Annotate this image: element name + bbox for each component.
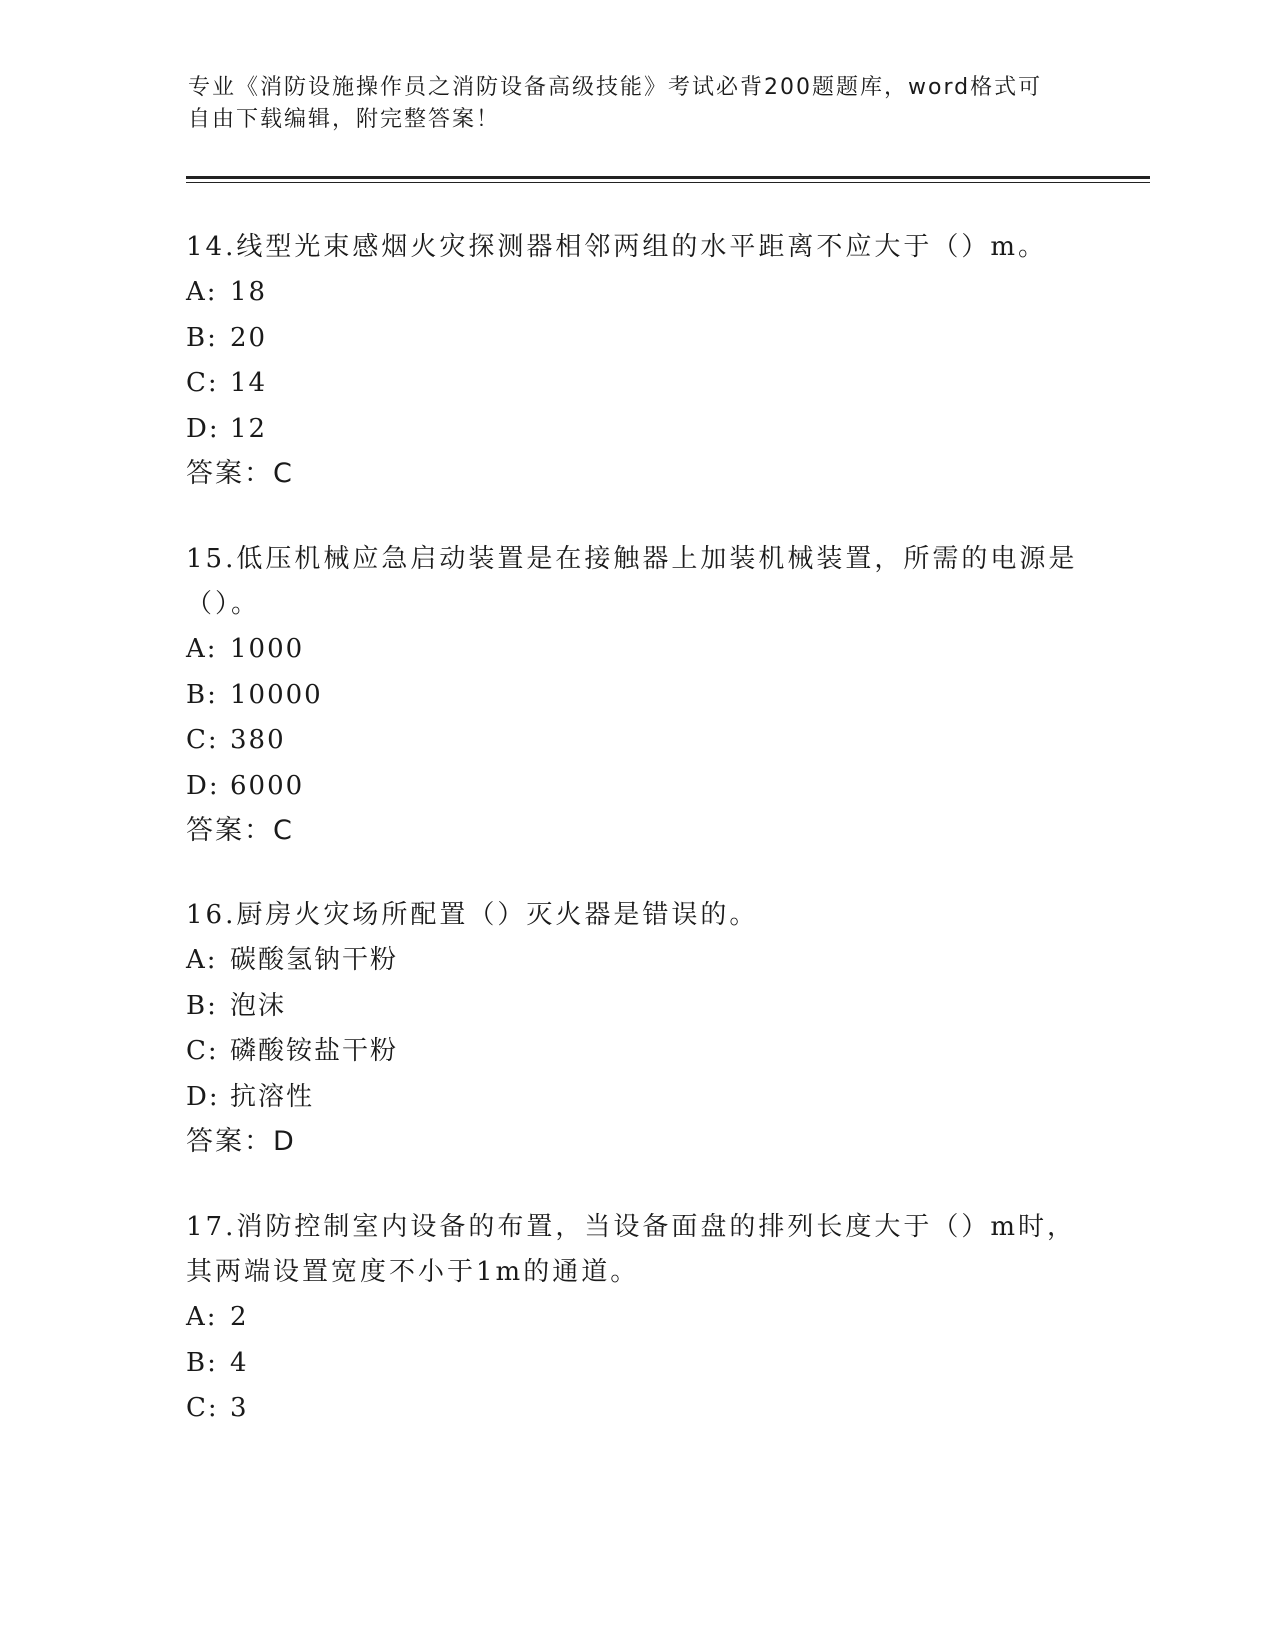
question-stem [186, 537, 1086, 627]
option-c [186, 718, 1086, 764]
option-key: D: [186, 1081, 220, 1112]
option-text: 20 [230, 322, 268, 353]
option-key: C: [186, 368, 219, 398]
stem-line: 其两端设置宽度不小于1m的通道。 [186, 1257, 640, 1287]
option-b [186, 673, 1086, 719]
option-a [186, 627, 1086, 673]
question-stem [186, 1205, 1086, 1295]
option-a [186, 270, 1086, 316]
option-text: 泡沫 [230, 990, 287, 1021]
option-d [186, 407, 1086, 453]
option-d [186, 764, 1086, 810]
header-line-2: 自由下载编辑，附完整答案！ [188, 107, 501, 132]
option-b [186, 316, 1086, 362]
option-text: 10000 [230, 679, 323, 710]
option-key: A: [186, 634, 218, 664]
option-b [186, 984, 1086, 1030]
option-text: 1000 [230, 634, 305, 664]
option-c [186, 361, 1086, 407]
question-14 [186, 225, 1086, 496]
option-key: B: [186, 322, 218, 353]
header-rule [186, 176, 1150, 179]
question-16 [186, 893, 1086, 1164]
stem-line: 14.线型光束感烟火灾探测器相邻两组的水平距离不应大于（）m。 [186, 232, 1048, 262]
option-key: C: [186, 1036, 219, 1066]
option-a [186, 1295, 1086, 1341]
question-15 [186, 537, 1086, 853]
option-text: 6000 [230, 770, 305, 801]
option-key: B: [186, 990, 218, 1021]
option-text: 碳酸氢钠干粉 [230, 945, 399, 975]
option-text: 14 [230, 368, 268, 398]
option-text: 磷酸铵盐干粉 [230, 1036, 399, 1066]
answer-line: 答案：D [186, 1126, 296, 1157]
option-key: C: [186, 1393, 219, 1423]
option-key: A: [186, 1302, 218, 1332]
option-key: B: [186, 1347, 218, 1378]
option-b [186, 1341, 1086, 1387]
question-stem [186, 225, 1086, 270]
question-stem [186, 893, 1086, 938]
option-c [186, 1386, 1086, 1432]
option-key: C: [186, 725, 219, 755]
answer-line: 答案：C [186, 458, 294, 489]
header-rule-thin [186, 182, 1150, 183]
option-c [186, 1029, 1086, 1075]
option-key: D: [186, 413, 220, 444]
option-d [186, 1075, 1086, 1121]
option-key: A: [186, 277, 218, 307]
option-text: 18 [230, 277, 268, 307]
option-text: 抗溶性 [230, 1081, 315, 1112]
stem-line: 15.低压机械应急启动装置是在接触器上加装机械装置，所需的电源是 [186, 544, 1078, 574]
question-17 [186, 1205, 1086, 1432]
answer-line: 答案：C [186, 815, 294, 846]
stem-line: 16.厨房火灾场所配置（）灭火器是错误的。 [186, 900, 759, 930]
option-text: 380 [230, 725, 286, 755]
option-key: B: [186, 679, 218, 710]
option-a [186, 938, 1086, 984]
document-header [188, 72, 1068, 136]
header-line-1: 专业《消防设施操作员之消防设备高级技能》考试必背200题题库，word格式可 [188, 75, 1043, 100]
stem-line: （）。 [186, 589, 261, 619]
option-key: D: [186, 770, 220, 801]
option-key: A: [186, 945, 218, 975]
stem-line: 17.消防控制室内设备的布置，当设备面盘的排列长度大于（）m时， [186, 1212, 1077, 1242]
option-text: 2 [230, 1302, 249, 1332]
option-text: 12 [230, 413, 268, 444]
option-text: 3 [230, 1393, 249, 1423]
option-text: 4 [230, 1347, 249, 1378]
